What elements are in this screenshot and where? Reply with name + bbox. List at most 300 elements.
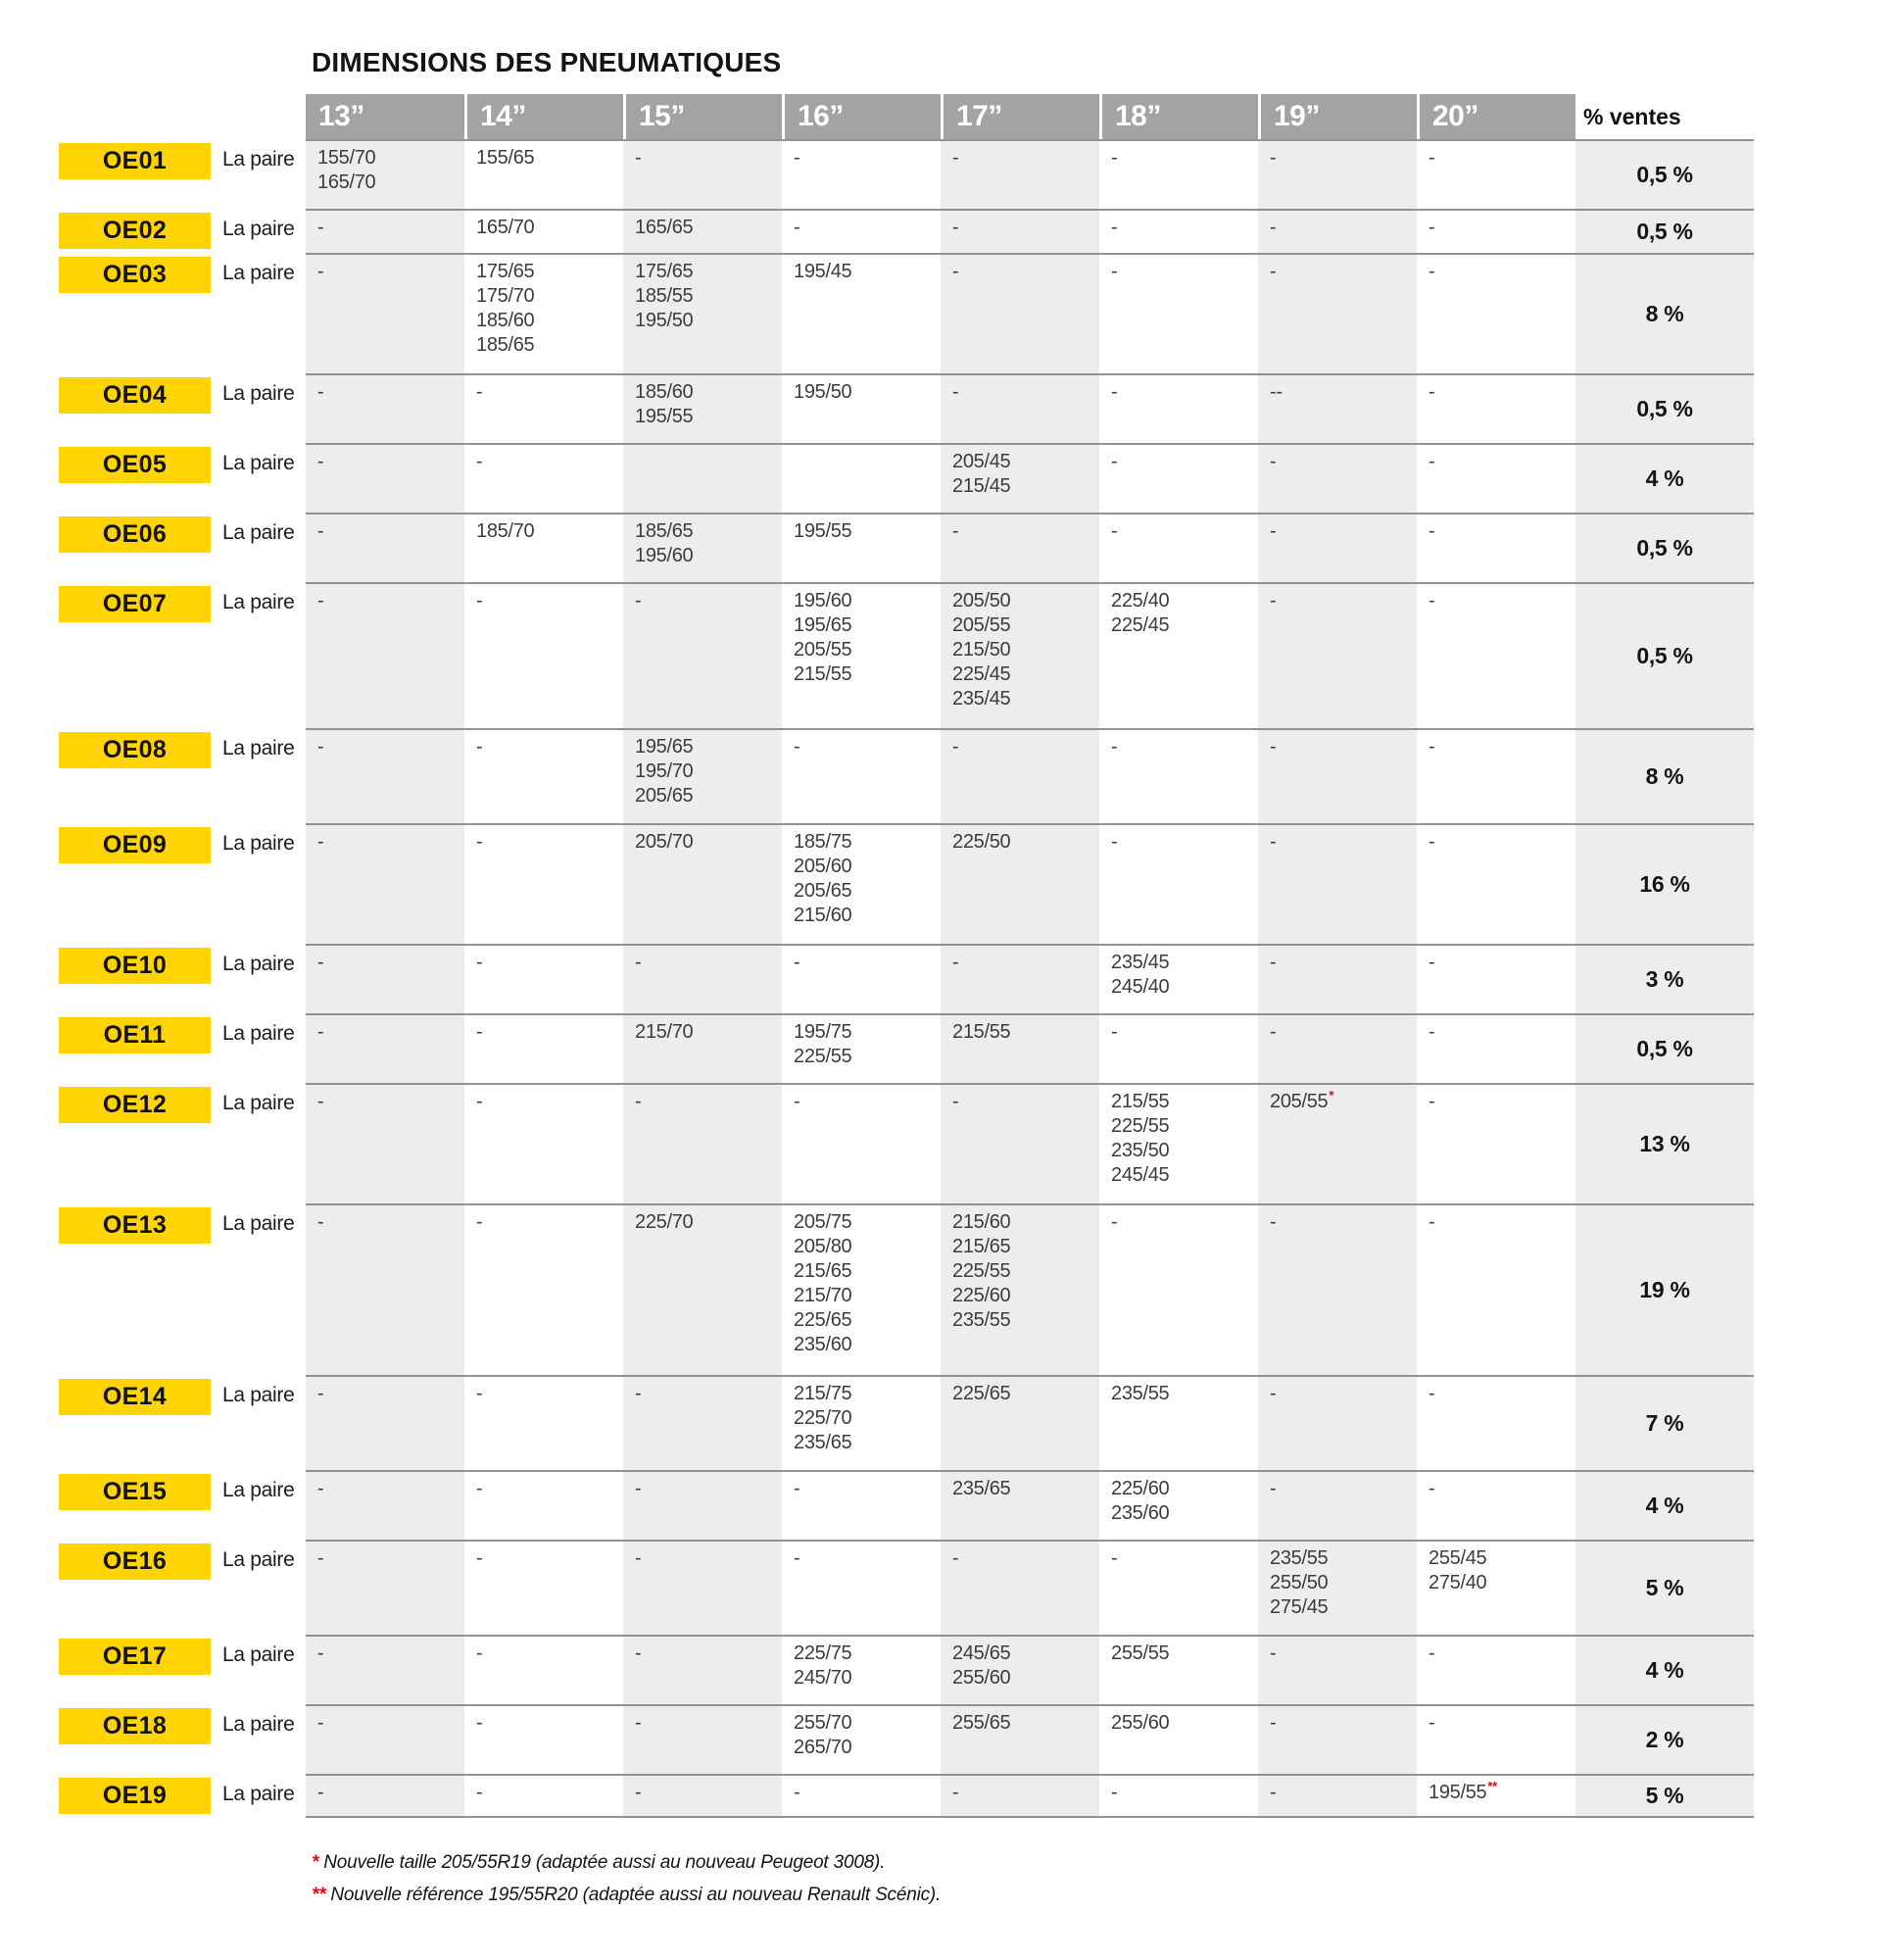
tire-size-value: - bbox=[476, 1211, 483, 1233]
row-label-cell bbox=[59, 1635, 211, 1704]
tire-size-value: 195/50 bbox=[794, 381, 852, 403]
tire-size-value: - bbox=[1270, 1021, 1277, 1043]
tire-size-value: 225/65 bbox=[794, 1309, 852, 1331]
tire-size-value: 215/55 bbox=[794, 663, 852, 685]
tire-size-cell bbox=[623, 728, 782, 823]
tire-size-cell bbox=[464, 1704, 623, 1774]
tire-size-cell bbox=[941, 1635, 1099, 1704]
tire-size-value: - bbox=[1111, 1547, 1118, 1569]
tire-size-value: - bbox=[635, 1383, 642, 1404]
tire-size-value: - bbox=[1270, 736, 1277, 758]
tire-size-value: 225/70 bbox=[635, 1211, 694, 1233]
tire-size-value: 215/70 bbox=[635, 1021, 694, 1043]
tire-size-value: 205/45 bbox=[952, 451, 1011, 472]
table-row-oe10 bbox=[59, 944, 1754, 1013]
tire-size-cell bbox=[1099, 728, 1258, 823]
table-row-oe19 bbox=[59, 1774, 1754, 1818]
tire-size-value: - bbox=[794, 952, 800, 973]
footnote-line bbox=[312, 1879, 941, 1911]
tire-size-cell bbox=[941, 1704, 1099, 1774]
tire-size-cell bbox=[464, 373, 623, 443]
tire-size-value: - bbox=[1270, 1642, 1277, 1664]
tire-size-value: 215/60 bbox=[952, 1211, 1011, 1233]
table-row-oe03 bbox=[59, 253, 1754, 373]
tire-size-cell bbox=[941, 582, 1099, 728]
pair-label: La paire bbox=[222, 1713, 295, 1736]
tire-size-value: 175/65 bbox=[635, 261, 694, 282]
tire-size-cell bbox=[306, 944, 464, 1013]
tire-size-cell bbox=[464, 1013, 623, 1083]
tire-size-value: - bbox=[317, 1021, 324, 1043]
tire-size-cell bbox=[782, 1375, 941, 1470]
tire-size-cell bbox=[941, 1774, 1099, 1818]
tire-size-value: 185/65 bbox=[635, 520, 694, 542]
tire-size-value: - bbox=[317, 952, 324, 973]
tire-size-value: - bbox=[1111, 520, 1118, 542]
sales-percent-cell: 5 % bbox=[1575, 1774, 1754, 1818]
tire-size-value: - bbox=[1111, 261, 1118, 282]
tire-size-cell bbox=[306, 582, 464, 728]
tire-size-cell bbox=[1258, 582, 1417, 728]
tire-size-value: 205/65 bbox=[794, 880, 852, 902]
tire-size-value: 225/50 bbox=[952, 831, 1011, 853]
tire-size-cell bbox=[464, 944, 623, 1013]
col-header-18in: 18” bbox=[1099, 94, 1258, 139]
tire-size-value: - bbox=[635, 1091, 642, 1112]
tire-size-value: 225/70 bbox=[794, 1407, 852, 1429]
tire-size-value: - bbox=[1429, 451, 1435, 472]
tire-size-cell bbox=[1099, 1083, 1258, 1203]
tire-size-cell bbox=[623, 513, 782, 582]
tire-size-value: - bbox=[317, 451, 324, 472]
tire-size-cell bbox=[623, 944, 782, 1013]
tire-size-value: 255/55 bbox=[1111, 1642, 1170, 1664]
tire-size-value: 205/55 bbox=[952, 614, 1011, 636]
sales-percent-cell: 5 % bbox=[1575, 1540, 1754, 1635]
tire-size-cell bbox=[306, 1704, 464, 1774]
tire-size-value: 205/75 bbox=[794, 1211, 852, 1233]
tire-size-cell bbox=[1417, 1635, 1575, 1704]
tire-size-value: 195/60 bbox=[794, 590, 852, 612]
tire-size-value: - bbox=[317, 736, 324, 758]
tire-size-cell bbox=[1258, 1774, 1417, 1818]
tire-size-value: 185/55 bbox=[635, 285, 694, 307]
tire-size-cell bbox=[1099, 139, 1258, 209]
tire-size-cell bbox=[306, 1470, 464, 1540]
tire-size-value: 175/65 bbox=[476, 261, 535, 282]
oe-code-badge: OE08 bbox=[59, 732, 211, 768]
oe-code-badge: OE10 bbox=[59, 948, 211, 984]
row-label-cell bbox=[59, 728, 211, 823]
table-row-oe17 bbox=[59, 1635, 1754, 1704]
row-label-cell bbox=[59, 1083, 211, 1203]
pair-label: La paire bbox=[222, 1022, 295, 1045]
pair-label: La paire bbox=[222, 591, 295, 613]
tire-size-value: - bbox=[794, 736, 800, 758]
tire-size-cell bbox=[306, 1013, 464, 1083]
tire-size-value: 225/55 bbox=[952, 1260, 1011, 1282]
oe-code-badge: OE19 bbox=[59, 1778, 211, 1814]
tire-size-value: 185/65 bbox=[476, 334, 535, 356]
tire-size-cell bbox=[941, 1203, 1099, 1375]
tire-size-cell bbox=[1258, 1635, 1417, 1704]
oe-code-badge: OE01 bbox=[59, 143, 211, 179]
tire-size-cell bbox=[782, 1013, 941, 1083]
tire-size-value: 215/75 bbox=[794, 1383, 852, 1404]
tire-size-value: - bbox=[317, 261, 324, 282]
row-label-cell bbox=[59, 1704, 211, 1774]
tire-size-value: - bbox=[1270, 831, 1277, 853]
tire-size-cell bbox=[782, 1203, 941, 1375]
tire-size-cell bbox=[1099, 1375, 1258, 1470]
tire-size-value: 195/60 bbox=[635, 545, 694, 566]
tire-size-cell bbox=[1417, 1013, 1575, 1083]
tire-size-value: - bbox=[1270, 1782, 1277, 1803]
tire-size-cell bbox=[464, 1635, 623, 1704]
tire-size-cell bbox=[1099, 1203, 1258, 1375]
tire-size-value: - bbox=[476, 952, 483, 973]
tire-size-value: 165/65 bbox=[635, 217, 694, 238]
tire-size-value: - bbox=[1270, 590, 1277, 612]
tire-size-value: - bbox=[1270, 147, 1277, 169]
oe-code-badge: OE16 bbox=[59, 1544, 211, 1580]
tire-size-cell bbox=[306, 1083, 464, 1203]
tire-size-cell bbox=[1099, 1704, 1258, 1774]
tire-size-value: - bbox=[1429, 1091, 1435, 1112]
tire-size-cell bbox=[1099, 823, 1258, 944]
tire-size-cell bbox=[941, 823, 1099, 944]
tire-size-value: 255/45 bbox=[1429, 1547, 1487, 1569]
tire-size-cell bbox=[623, 443, 782, 513]
tire-size-cell bbox=[1099, 253, 1258, 373]
tire-size-cell bbox=[1099, 1013, 1258, 1083]
tire-size-cell bbox=[782, 1470, 941, 1540]
oe-code-badge: OE04 bbox=[59, 377, 211, 414]
tire-size-value: 225/75 bbox=[794, 1642, 852, 1664]
tire-size-value: - bbox=[635, 1642, 642, 1664]
tire-size-cell bbox=[1258, 1470, 1417, 1540]
tire-size-value: - bbox=[476, 1547, 483, 1569]
tire-size-cell bbox=[464, 253, 623, 373]
tire-size-value: - bbox=[1429, 147, 1435, 169]
tire-size-value: - bbox=[1111, 381, 1118, 403]
tire-size-value: 235/55 bbox=[952, 1309, 1011, 1331]
tire-size-value: 225/45 bbox=[1111, 614, 1170, 636]
tire-size-value: - bbox=[317, 1782, 324, 1803]
tire-size-value: - bbox=[635, 1782, 642, 1803]
tire-size-value: - bbox=[317, 1383, 324, 1404]
sales-percent-cell: 0,5 % bbox=[1575, 1013, 1754, 1083]
tire-size-value: - bbox=[476, 831, 483, 853]
oe-code-badge: OE05 bbox=[59, 447, 211, 483]
tire-size-value: - bbox=[476, 1021, 483, 1043]
tire-size-cell bbox=[464, 823, 623, 944]
oe-code-badge: OE14 bbox=[59, 1379, 211, 1415]
tire-size-value: - bbox=[1111, 451, 1118, 472]
tire-size-cell bbox=[464, 1375, 623, 1470]
row-label-cell bbox=[59, 1013, 211, 1083]
tire-size-cell bbox=[1258, 728, 1417, 823]
tire-size-cell bbox=[782, 582, 941, 728]
tire-dimensions-table bbox=[59, 94, 1754, 1818]
sales-percent-cell: 19 % bbox=[1575, 1203, 1754, 1375]
tire-size-value: - bbox=[794, 1091, 800, 1112]
table-row-oe11 bbox=[59, 1013, 1754, 1083]
tire-size-value: - bbox=[1429, 590, 1435, 612]
tire-size-cell bbox=[1099, 513, 1258, 582]
tire-size-cell bbox=[464, 209, 623, 253]
pair-label: La paire bbox=[222, 737, 295, 760]
sales-percent-cell: 0,5 % bbox=[1575, 373, 1754, 443]
tire-size-value: - bbox=[317, 590, 324, 612]
table-row-oe12 bbox=[59, 1083, 1754, 1203]
footnotes bbox=[312, 1846, 941, 1911]
tire-size-value: 255/50 bbox=[1270, 1572, 1329, 1593]
tire-size-value: - bbox=[1270, 1478, 1277, 1499]
tire-size-value: 225/40 bbox=[1111, 590, 1170, 612]
tire-size-cell bbox=[1099, 373, 1258, 443]
tire-size-value: 235/45 bbox=[952, 688, 1011, 710]
tire-size-value: - bbox=[1429, 261, 1435, 282]
tire-size-value: - bbox=[1270, 261, 1277, 282]
tire-size-cell bbox=[306, 373, 464, 443]
sales-percent-cell: 8 % bbox=[1575, 253, 1754, 373]
tire-size-cell bbox=[306, 823, 464, 944]
tire-size-cell bbox=[782, 944, 941, 1013]
tire-size-value: - bbox=[794, 147, 800, 169]
tire-size-value: - bbox=[952, 1547, 959, 1569]
header-spacer bbox=[59, 94, 211, 139]
tire-size-cell bbox=[941, 513, 1099, 582]
tire-size-cell bbox=[1099, 1774, 1258, 1818]
tire-size-cell bbox=[1099, 944, 1258, 1013]
row-label-cell bbox=[59, 944, 211, 1013]
tire-size-cell bbox=[1417, 728, 1575, 823]
tire-size-value: - bbox=[1429, 1383, 1435, 1404]
tire-size-value: - bbox=[1429, 952, 1435, 973]
tire-size-value: 205/80 bbox=[794, 1236, 852, 1257]
page-title: DIMENSIONS DES PNEUMATIQUES bbox=[312, 47, 782, 77]
tire-size-value: - bbox=[952, 1091, 959, 1112]
tire-size-value: 265/70 bbox=[794, 1737, 852, 1758]
tire-size-cell bbox=[1258, 209, 1417, 253]
tire-size-value: - bbox=[1429, 1021, 1435, 1043]
tire-size-value: - bbox=[317, 1211, 324, 1233]
tire-size-cell bbox=[306, 253, 464, 373]
tire-size-value: 235/50 bbox=[1111, 1140, 1170, 1161]
table-row-oe07 bbox=[59, 582, 1754, 728]
tire-size-value: 155/70 bbox=[317, 147, 376, 169]
pair-label: La paire bbox=[222, 452, 295, 474]
tire-size-cell bbox=[941, 1013, 1099, 1083]
row-label-cell bbox=[59, 253, 211, 373]
footnote-text: Nouvelle taille 205/55R19 (adaptée aussi au nouveau Peugeot 3008). bbox=[323, 1852, 886, 1873]
tire-size-cell bbox=[941, 1083, 1099, 1203]
tire-size-value: 195/65 bbox=[794, 614, 852, 636]
tire-size-cell bbox=[941, 139, 1099, 209]
tire-size-cell bbox=[464, 1083, 623, 1203]
footnote-ref: ** bbox=[1487, 1779, 1497, 1794]
tire-size-value: - bbox=[1111, 831, 1118, 853]
table-row-oe08 bbox=[59, 728, 1754, 823]
tire-size-cell bbox=[941, 944, 1099, 1013]
pair-label: La paire bbox=[222, 1548, 295, 1571]
col-header-19in: 19” bbox=[1258, 94, 1417, 139]
table-row-oe18 bbox=[59, 1704, 1754, 1774]
tire-size-cell bbox=[1258, 443, 1417, 513]
tire-size-cell bbox=[1417, 823, 1575, 944]
tire-size-value: - bbox=[317, 381, 324, 403]
pair-label: La paire bbox=[222, 832, 295, 855]
table-row-oe09 bbox=[59, 823, 1754, 944]
tire-size-cell bbox=[623, 209, 782, 253]
pair-label: La paire bbox=[222, 382, 295, 405]
table-row-oe13 bbox=[59, 1203, 1754, 1375]
row-label-cell bbox=[59, 582, 211, 728]
tire-size-cell bbox=[782, 1083, 941, 1203]
tire-size-value: 195/70 bbox=[635, 760, 694, 782]
tire-size-cell bbox=[782, 513, 941, 582]
tire-size-cell bbox=[464, 582, 623, 728]
tire-size-value: - bbox=[317, 831, 324, 853]
tire-size-value: 225/55 bbox=[794, 1046, 852, 1067]
tire-size-cell bbox=[1417, 944, 1575, 1013]
tire-size-cell bbox=[306, 1774, 464, 1818]
tire-size-value: - bbox=[1429, 1642, 1435, 1664]
tire-size-value: - bbox=[476, 1782, 483, 1803]
oe-code-badge: OE06 bbox=[59, 516, 211, 553]
tire-size-value: 205/50 bbox=[952, 590, 1011, 612]
sales-percent-cell: 0,5 % bbox=[1575, 513, 1754, 582]
tire-size-cell bbox=[1258, 1083, 1417, 1203]
row-label-cell bbox=[59, 1203, 211, 1375]
tire-size-cell bbox=[1099, 1635, 1258, 1704]
tire-size-value: 215/45 bbox=[952, 475, 1011, 497]
tire-size-value: 205/55* bbox=[1270, 1088, 1334, 1112]
tire-size-value: - bbox=[1270, 520, 1277, 542]
tire-size-cell bbox=[782, 1635, 941, 1704]
tire-size-value: - bbox=[317, 1547, 324, 1569]
tire-size-value: 195/55 bbox=[635, 406, 694, 427]
tire-size-value: 235/65 bbox=[794, 1432, 852, 1453]
tire-size-cell bbox=[464, 1203, 623, 1375]
tire-size-cell bbox=[1258, 139, 1417, 209]
tire-size-cell bbox=[623, 1013, 782, 1083]
row-label-cell bbox=[59, 513, 211, 582]
tire-size-value: - bbox=[635, 590, 642, 612]
tire-size-cell bbox=[782, 253, 941, 373]
col-header-14in: 14” bbox=[464, 94, 623, 139]
tire-size-value: 245/70 bbox=[794, 1667, 852, 1689]
tire-size-value: 245/40 bbox=[1111, 976, 1170, 998]
col-header-13in: 13” bbox=[306, 94, 464, 139]
tire-size-cell bbox=[623, 582, 782, 728]
tire-size-value: - bbox=[1429, 831, 1435, 853]
tire-size-value: - bbox=[476, 1642, 483, 1664]
pair-label: La paire bbox=[222, 521, 295, 544]
tire-size-cell bbox=[623, 1203, 782, 1375]
footnote-marker: * bbox=[312, 1852, 319, 1873]
tire-size-cell bbox=[1417, 1083, 1575, 1203]
row-label-cell bbox=[59, 139, 211, 209]
sales-percent-cell: 4 % bbox=[1575, 443, 1754, 513]
tire-size-value: -- bbox=[1270, 381, 1283, 403]
tire-size-value: 185/60 bbox=[635, 381, 694, 403]
tire-size-value: - bbox=[476, 381, 483, 403]
tire-size-cell bbox=[941, 1470, 1099, 1540]
pair-label: La paire bbox=[222, 1212, 295, 1235]
sales-percent-cell: 2 % bbox=[1575, 1704, 1754, 1774]
tire-size-value: - bbox=[952, 952, 959, 973]
tire-size-cell bbox=[1417, 1540, 1575, 1635]
tire-size-value: 195/50 bbox=[635, 310, 694, 331]
tire-size-value: 185/60 bbox=[476, 310, 535, 331]
sales-percent-cell: 16 % bbox=[1575, 823, 1754, 944]
tire-size-cell bbox=[1417, 253, 1575, 373]
tire-size-cell bbox=[306, 443, 464, 513]
footnote-ref: * bbox=[1329, 1088, 1334, 1103]
tire-size-value: 215/70 bbox=[794, 1285, 852, 1306]
tire-size-value: - bbox=[1270, 451, 1277, 472]
tire-size-value: 215/65 bbox=[952, 1236, 1011, 1257]
tire-size-value: 245/45 bbox=[1111, 1164, 1170, 1186]
row-label-cell bbox=[59, 1774, 211, 1818]
tire-size-cell bbox=[464, 443, 623, 513]
tire-size-cell bbox=[1258, 513, 1417, 582]
oe-code-badge: OE17 bbox=[59, 1639, 211, 1675]
tire-size-value: - bbox=[635, 147, 642, 169]
table-row-oe14 bbox=[59, 1375, 1754, 1470]
tire-size-value: - bbox=[1270, 1383, 1277, 1404]
tire-size-cell bbox=[464, 513, 623, 582]
tire-size-value: 235/60 bbox=[1111, 1502, 1170, 1524]
table-row-oe04 bbox=[59, 373, 1754, 443]
tire-size-cell bbox=[306, 513, 464, 582]
table-row-oe16 bbox=[59, 1540, 1754, 1635]
tire-size-cell bbox=[1099, 209, 1258, 253]
tire-size-value: - bbox=[476, 451, 483, 472]
tire-size-value: 225/65 bbox=[952, 1383, 1011, 1404]
row-label-cell bbox=[59, 209, 211, 253]
tire-size-value: 255/60 bbox=[952, 1667, 1011, 1689]
tire-size-cell bbox=[306, 1203, 464, 1375]
tire-size-cell bbox=[782, 1704, 941, 1774]
tire-size-cell bbox=[623, 1704, 782, 1774]
oe-code-badge: OE07 bbox=[59, 586, 211, 622]
tire-size-cell bbox=[941, 209, 1099, 253]
tire-size-value: - bbox=[635, 1547, 642, 1569]
tire-size-value: 205/70 bbox=[635, 831, 694, 853]
tire-size-cell bbox=[1417, 443, 1575, 513]
tire-size-value: 215/65 bbox=[794, 1260, 852, 1282]
tire-size-value: - bbox=[1429, 217, 1435, 238]
sales-percent-cell: 4 % bbox=[1575, 1635, 1754, 1704]
tire-size-value: 235/65 bbox=[952, 1478, 1011, 1499]
tire-size-cell bbox=[782, 823, 941, 944]
table-row-oe01 bbox=[59, 139, 1754, 209]
tire-size-cell bbox=[1099, 1470, 1258, 1540]
tire-size-value: - bbox=[1111, 217, 1118, 238]
tire-size-value: - bbox=[952, 381, 959, 403]
tire-size-cell bbox=[1099, 443, 1258, 513]
row-label-cell bbox=[59, 823, 211, 944]
tire-size-value: 235/55 bbox=[1111, 1383, 1170, 1404]
tire-size-value: - bbox=[476, 1383, 483, 1404]
tire-size-value: - bbox=[952, 520, 959, 542]
tire-size-cell bbox=[1417, 513, 1575, 582]
tire-size-cell bbox=[941, 1540, 1099, 1635]
tire-size-cell bbox=[306, 1635, 464, 1704]
